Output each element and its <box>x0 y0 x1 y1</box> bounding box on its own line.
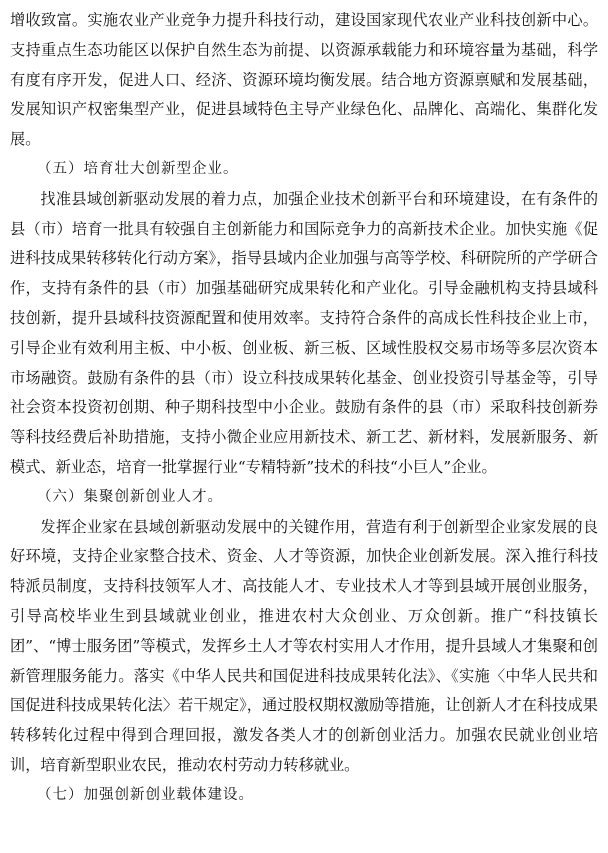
body-paragraph: 增收致富。实施农业产业竞争力提升科技行动，建设国家现代农业产业科技创新中心。支持重点生态功能区以保护自然生态为前提、以资源承载能力和环境容量为基础，科学有度有序开发，促进人口、经济、资源环境均衡发展。结合地方资源禀赋和发展基础，发展知识产权密集型产业，促进县域特色主导产业绿色化、品牌化、高端化、集群化发展。 <box>10 11 598 149</box>
body-paragraph: 发挥企业家在县域创新驱动发展中的关键作用，营造有利于创新型企业家发展的良好环境，支持企业家整合技术、资金、人才等资源，加快企业创新发展。深入推行科技特派员制度，支持科技领军人才、高技能人才、专业技术人才等到县域开展创业服务，引导高校毕业生到县域就业创业，推进农村大众创业、万众创新。推广“科技镇长团”、“博士服务团”等模式，发挥乡土人才等农村实用人才作用，提升县域人才集聚和创新管理服务能力。落实《中华人民共和国促进科技成果转化法》、《实施〈中华人民共和国促进科技成果转化法〉若干规定》，通过股权期权激励等措施，让创新人才在科技成果转移转化过程中得到合理回报，激发各类人才的创新创业活力。加强农民就业创业培训，培育新型职业农民，推动农村劳动力转移就业。 <box>10 517 598 774</box>
section-heading-6: （六）集聚创新创业人才。 <box>37 488 223 505</box>
section-heading-7: （七）加强创新创业载体建设。 <box>37 786 254 803</box>
body-paragraph: 找准县域创新驱动发展的着力点，加强企业技术创新平台和环境建设，在有条件的县（市）培育一批具有较强自主创新能力和国际竞争力的高新技术企业。加快实施《促进科技成果转移转化行动方案》，指导县域内企业加强与高等学校、科研院所的产学研合作，支持有条件的县（市）加强基础研究成果转化和产业化。引导金融机构支持县域科技创新，提升县域科技资源配置和使用效率。支持符合条件的高成长性科技企业上市，引导企业有效利用主板、中小板、创业板、新三板、区域性股权交易市场等多层次资本市场融资。鼓励有条件的县（市）设立科技成果转化基金、创业投资引导基金等，引导社会资本投资初创期、种子期科技型中小企业。鼓励有条件的县（市）采取科技创新券等科技经费后补助措施，支持小微企业应用新技术、新工艺、新材料，发展新服务、新模式、新业态，培育一批掌握行业“专精特新”技术的科技“小巨人”企业。 <box>10 189 598 476</box>
section-heading-5: （五）培育壮大创新型企业。 <box>37 160 239 177</box>
